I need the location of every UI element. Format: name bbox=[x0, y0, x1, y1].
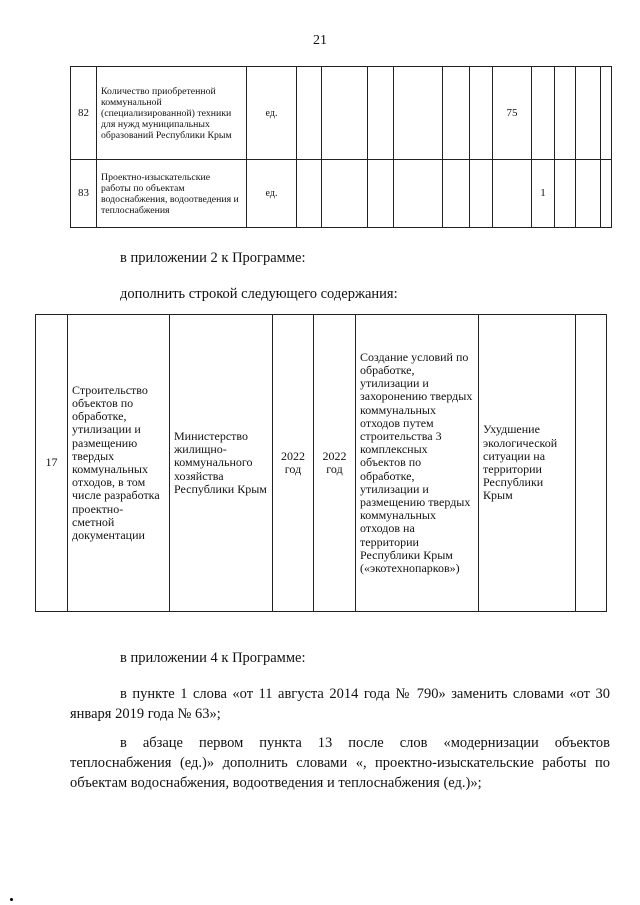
empty-cell bbox=[297, 160, 322, 228]
table-row bbox=[71, 67, 612, 160]
page-number: 21 bbox=[313, 33, 327, 48]
value-cell bbox=[555, 67, 576, 160]
expected-result: Создание условий по обработке, утилизации и захоронению твердых коммунальных отходов путем строительства 3 комплексных объектов по обработке, утилизации и размещению твердых коммунальных отходов на территории Республики Крым («экотехнопарков») bbox=[356, 315, 479, 612]
indicator-name: Количество приобретенной коммунальной (специализированной) техники для нужд муниципальных образований Республики Крым bbox=[97, 67, 247, 160]
end-year: 2022 год bbox=[314, 315, 356, 612]
value-cell bbox=[443, 160, 470, 228]
row-number: 17 bbox=[36, 315, 68, 612]
empty-cell bbox=[297, 67, 322, 160]
value-cell bbox=[601, 67, 612, 160]
value-cell bbox=[532, 67, 555, 160]
empty-cell bbox=[576, 315, 607, 612]
activity-table bbox=[35, 314, 607, 612]
appendix-2-heading: в приложении 2 к Программе: bbox=[120, 250, 306, 266]
value-cell bbox=[394, 67, 443, 160]
add-row-instruction: дополнить строкой следующего содержания: bbox=[120, 286, 398, 302]
row-number: 83 bbox=[71, 160, 97, 228]
appendix-4-heading: в приложении 4 к Программе: bbox=[120, 650, 306, 666]
unit-cell: ед. bbox=[247, 67, 297, 160]
value-cell bbox=[555, 160, 576, 228]
activity-name: Строительство объектов по обработке, утилизации и размещению твердых коммунальных отходов, в том числе разработка проектно-сметной документации bbox=[68, 315, 170, 612]
value-cell bbox=[576, 67, 601, 160]
table-row bbox=[71, 160, 612, 228]
value-cell bbox=[576, 160, 601, 228]
start-year: 2022 год bbox=[273, 315, 314, 612]
value-cell bbox=[470, 67, 493, 160]
value-cell bbox=[394, 160, 443, 228]
responsible-executor: Министерство жилищно-коммунального хозяйства Республики Крым bbox=[170, 315, 273, 612]
item-1-amendment: в пункте 1 слова «от 11 августа 2014 года № 790» заменить словами «от 30 января 2019 года № 63»; bbox=[70, 686, 610, 722]
indicator-name: Проектно-изыскательские работы по объектам водоснабжения, водоотведения и теплоснабжения bbox=[97, 160, 247, 228]
value-cell bbox=[368, 160, 394, 228]
value-cell bbox=[493, 160, 532, 228]
value-cell bbox=[470, 160, 493, 228]
scan-mark bbox=[10, 898, 13, 901]
value-cell: 75 bbox=[493, 67, 532, 160]
value-cell bbox=[368, 67, 394, 160]
value-cell: 1 bbox=[532, 160, 555, 228]
item-13-amendment: в абзаце первом пункта 13 после слов «модернизации объектов теплоснабжения (ед.)» дополнить словами «, проектно-изыскательские работы по объектам водоснабжения, водоотведения и теплоснабжения (ед.)»; bbox=[70, 735, 610, 791]
indicators-table bbox=[70, 66, 612, 228]
row-number: 82 bbox=[71, 67, 97, 160]
non-implementation-consequence: Ухудшение экологической ситуации на территории Республики Крым bbox=[479, 315, 576, 612]
value-cell bbox=[601, 160, 612, 228]
table-row bbox=[36, 315, 607, 612]
value-cell bbox=[322, 160, 368, 228]
value-cell bbox=[443, 67, 470, 160]
value-cell bbox=[322, 67, 368, 160]
unit-cell: ед. bbox=[247, 160, 297, 228]
